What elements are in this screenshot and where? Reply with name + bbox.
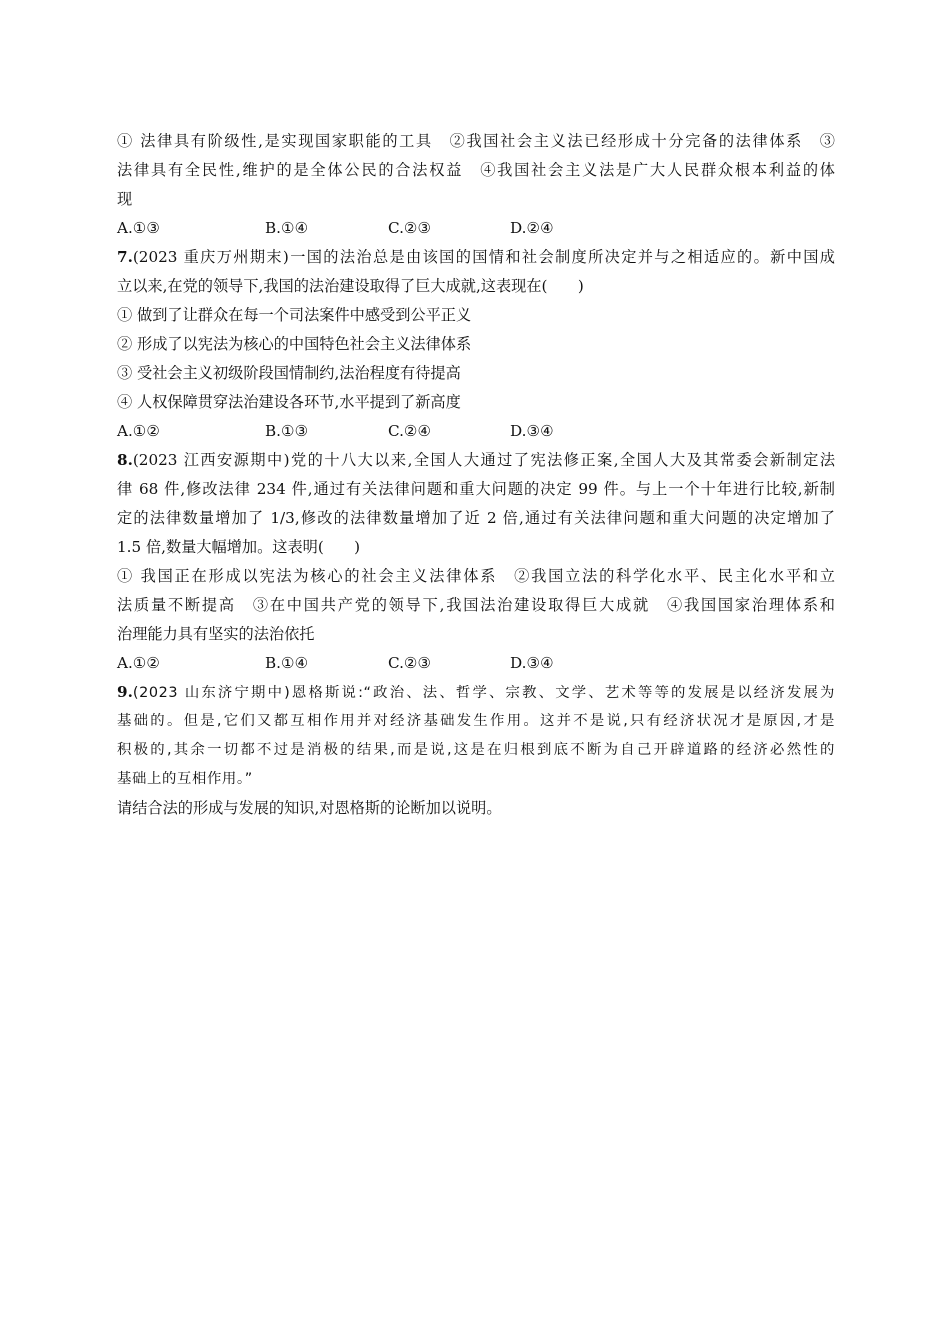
q9-stem-line-1 bbox=[117, 678, 835, 707]
q9-question: 请结合法的形成与发展的知识,对恩格斯的论断加以说明。 bbox=[117, 799, 502, 817]
q8-stem-text-1: (2023 江西安源期中)党的十八大以来,全国人大通过了宪法修正案,全国人大及其常委会新制定法 bbox=[132, 451, 835, 469]
q6-option-b: B.①④ bbox=[265, 219, 309, 237]
q6-options bbox=[117, 214, 835, 243]
q6-option-c: C.②③ bbox=[388, 219, 432, 237]
q6-option-d: D.②④ bbox=[510, 219, 554, 237]
q6-statement-line-3: 现 bbox=[117, 190, 133, 208]
q9-stem-line-2: 基础的。但是,它们又都互相作用并对经济基础发生作用。这并不是说,只有经济状况才是原因,才是 bbox=[117, 713, 835, 729]
q9-number: 9. bbox=[117, 683, 133, 701]
q8-stem-line-2: 律 68 件,修改法律 234 件,通过有关法律问题和重大问题的决定 99 件。与上一个十年进行比较,新制 bbox=[117, 480, 835, 498]
q7-option-d: D.③④ bbox=[510, 422, 554, 440]
q9-stem-text-1: (2023 山东济宁期中)恩格斯说:“政治、法、哲学、宗教、文学、艺术等等的发展是以经济发展为 bbox=[132, 685, 835, 701]
q8-option-d: D.③④ bbox=[510, 654, 554, 672]
q8-options bbox=[117, 649, 835, 678]
q6-statement-line-1: ① 法律具有阶级性,是实现国家职能的工具 ②我国社会主义法已经形成十分完备的法律体系 ③ bbox=[117, 132, 835, 150]
q9-stem-line-3: 积极的,其余一切都不过是消极的结果,而是说,这是在归根到底不断为自己开辟道路的经济必然性的 bbox=[117, 742, 835, 758]
q7-statement-2: ② 形成了以宪法为核心的中国特色社会主义法律体系 bbox=[117, 335, 472, 353]
q9-stem-line-4: 基础上的互相作用。” bbox=[117, 771, 253, 787]
q8-stem-line-1 bbox=[117, 446, 835, 475]
q8-statement-line-2: 法质量不断提高 ③在中国共产党的领导下,我国法治建设取得巨大成就 ④我国国家治理体系和 bbox=[117, 596, 835, 614]
q7-statement-3: ③ 受社会主义初级阶段国情制约,法治程度有待提高 bbox=[117, 364, 461, 382]
q6-option-a: A.①③ bbox=[117, 219, 161, 237]
q7-statement-1: ① 做到了让群众在每一个司法案件中感受到公平正义 bbox=[117, 306, 472, 324]
q8-statement-line-3: 治理能力具有坚实的法治依托 bbox=[117, 625, 315, 643]
q6-statement-line-2: 法律具有全民性,维护的是全体公民的合法权益 ④我国社会主义法是广大人民群众根本利益的体 bbox=[117, 161, 835, 179]
q7-option-a: A.①② bbox=[117, 422, 161, 440]
document-page bbox=[117, 127, 835, 823]
q8-number: 8. bbox=[117, 451, 133, 469]
q8-stem-line-3: 定的法律数量增加了 1/3,修改的法律数量增加了近 2 倍,通过有关法律问题和重大问题的决定增加了 bbox=[117, 509, 835, 527]
q8-statement-line-1: ① 我国正在形成以宪法为核心的社会主义法律体系 ②我国立法的科学化水平、民主化水平和立 bbox=[117, 567, 835, 585]
q8-option-c: C.②③ bbox=[388, 654, 432, 672]
q8-stem-line-4: 1.5 倍,数量大幅增加。这表明( ) bbox=[117, 538, 361, 556]
q7-option-c: C.②④ bbox=[388, 422, 432, 440]
q8-option-b: B.①④ bbox=[265, 654, 309, 672]
q7-stem-text-1: (2023 重庆万州期末)一国的法治总是由该国的国情和社会制度所决定并与之相适应的。新中国成 bbox=[132, 248, 835, 266]
q7-statement-4: ④ 人权保障贯穿法治建设各环节,水平提到了新高度 bbox=[117, 393, 461, 411]
q7-option-b: B.①③ bbox=[265, 422, 309, 440]
q7-stem-line-1 bbox=[117, 243, 835, 272]
q8-option-a: A.①② bbox=[117, 654, 161, 672]
q7-options bbox=[117, 417, 835, 446]
q7-number: 7. bbox=[117, 248, 133, 266]
q7-stem-line-2: 立以来,在党的领导下,我国的法治建设取得了巨大成就,这表现在( ) bbox=[117, 277, 584, 295]
